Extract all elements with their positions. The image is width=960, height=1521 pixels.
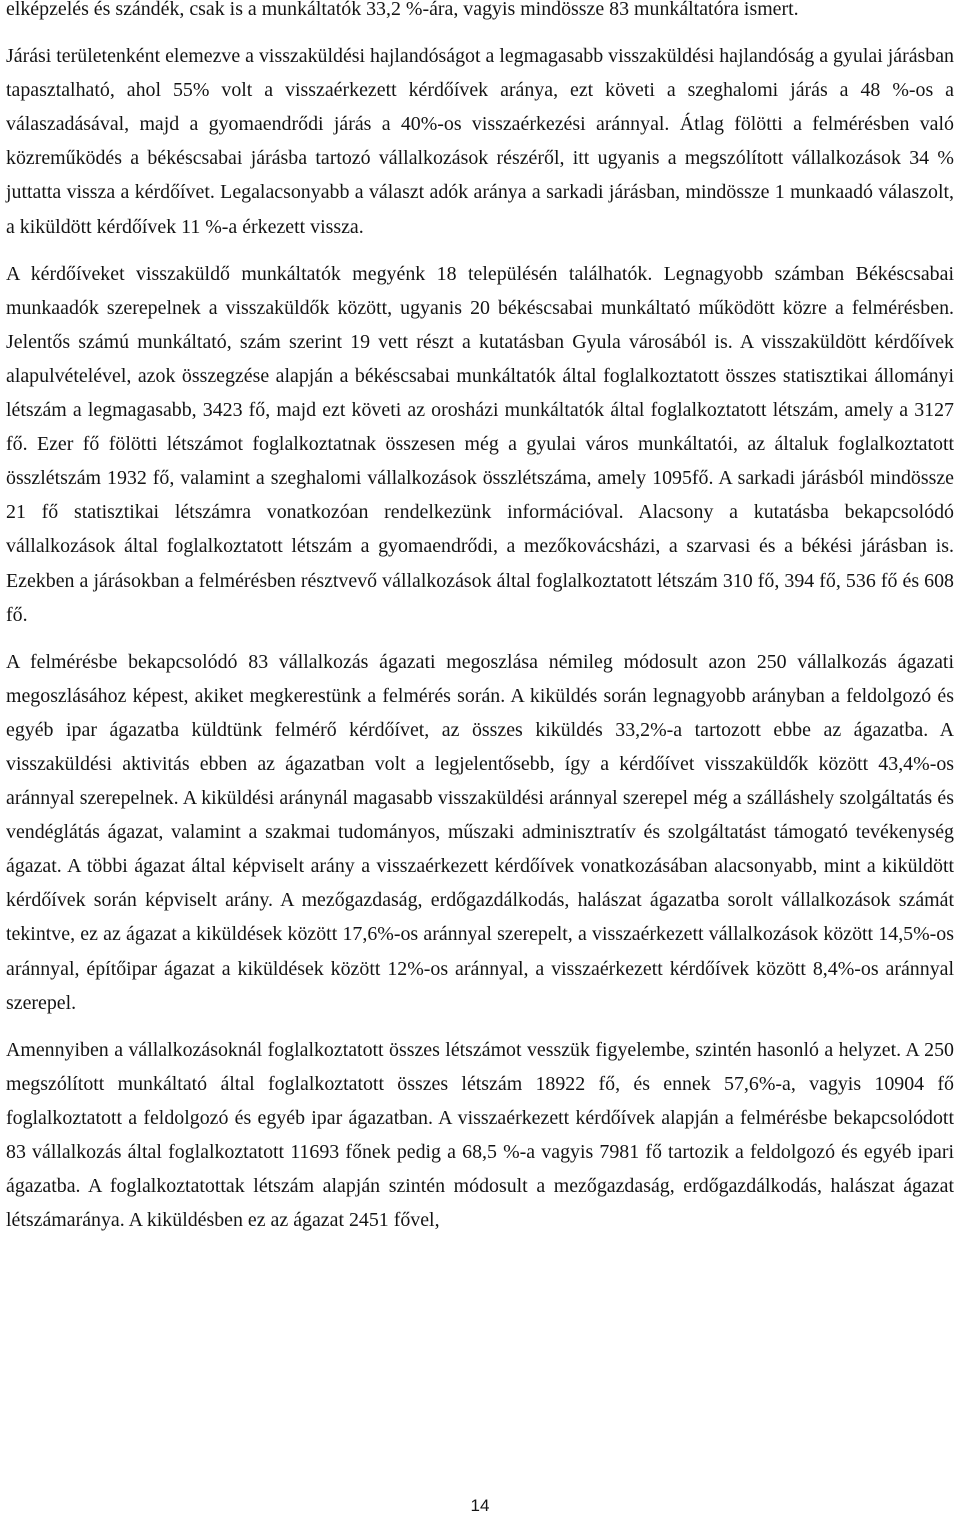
paragraph-total-employment: Amennyiben a vállalkozásoknál foglalkoztatott összes létszámot vesszük figyelembe, szintén hasonló a helyzet. A 250 megszólított munkáltató által foglalkoztatott összes létszám 18922 fő, és ennek 57,6%-a, vagyis 10904 fő foglalkoztatott a feldolgozó és egyéb ipar ágazatban. A visszaérkezett kérdőívek alapján a felmérésbe bekapcsolódott 83 vállalkozás által foglalkoztatott 11693 főnek pedig a 68,5 %-a vagyis 7981 fő tartozik a feldolgozó és egyéb ipari ágazatba. A foglalkoztatottak létszám alapján szintén módosult a mezőgazdaság, erdőgazdálkodás, halászat ágazat létszámaránya. A kiküldésben ez az ágazat 2451 fővel, (6, 1038, 954, 1232)
paragraph-gap (6, 26, 954, 39)
paragraph-gap (6, 1020, 954, 1033)
paragraph-district-response-rates: Járási területenként elemezve a visszaküldési hajlandóságot a legmagasabb visszaküldési hajlandóság a gyulai járásban tapasztalható, ahol 55% volt a visszaérkezett kérdőívek aránya, ezt követi a szeghalomi járás a 48 %-os a válaszadásával, majd a gyomaendrődi járás a 40%-os visszaérkezési aránnyal. Átlag fölötti a felmérésben való közreműködés a békéscsabai járásba tartozó vállalkozások részéről, itt ugyanis a megszólított vállalkozások 34 % juttatta vissza a kérdőívet. Legalacsonyabb a választ adók aránya a sarkadi járásban, mindössze 1 munkaadó válaszolt, a kiküldött kérdőívek 11 %-a érkezett vissza. (6, 45, 954, 238)
paragraph-gap (6, 632, 954, 645)
page-number: 14 (470, 1496, 490, 1515)
document-page (6, 0, 954, 1237)
paragraph-gap (6, 244, 954, 257)
paragraph-settlements-headcount: A kérdőíveket visszaküldő munkáltatók megyénk 18 településén találhatók. Legnagyobb számban Békéscsabai munkaadók szerepelnek a visszaküldők között, ugyanis 20 békéscsabai munkáltató működött közre a felmérésben. Jelentős számú munkáltató, szám szerint 19 vett részt a kutatásban Gyula városából is. A visszaküldött kérdőívek alapulvételével, azok összegzése alapján a békéscsabai munkáltatók által foglalkoztatott összes statisztikai állományi létszám a legmagasabb, 3423 fő, majd ezt követi az orosházi munkáltatók által foglalkoztatott létszám, amely a 3127 fő. Ezer fő fölötti létszámot foglalkoztatnak összesen még a gyulai város munkáltatói, az általuk foglalkoztatott összlétszám 1932 fő, valamint a szeghalomi vállalkozások összlétszáma, amely 1095fő. A sarkadi járásból mindössze 21 fő statisztikai létszámra vonatkozóan rendelkezünk információval. Alacsony a kutatásba bekapcsolódó vállalkozások által foglalkoztatott létszám a gyomaendrődi, a mezőkovácsházi, a szarvasi és a békési járásban is. Ezekben a járásokban a felmérésben résztvevő vállalkozások által foglalkoztatott létszám 310 fő, 394 fő, 536 fő és 608 fő. (6, 262, 954, 626)
paragraph-continuation: elképzelés és szándék, csak is a munkáltatók 33,2 %-ára, vagyis mindössze 83 munkáltatóra ismert. (6, 0, 799, 20)
paragraph-sector-distribution: A felmérésbe bekapcsolódó 83 vállalkozás ágazati megoszlása némileg módosult azon 250 vállalkozás ágazati megoszlásához képest, akiket megkerestünk a felmérés során. A kiküldés során legnagyobb arányban a feldolgozó és egyéb ipar ágazatba küldtünk felmérő kérdőívet, az összes kiküldés 33,2%-a tartozott ebbe az ágazatba. A visszaküldési aktivitás ebben az ágazatban volt a legjelentősebb, így a kérdőívet visszaküldők között 43,4%-os aránnyal szerepelnek. A kiküldési aránynál magasabb visszaküldési aránnyal szerepel még a szálláshely szolgáltatás és vendéglátás ágazat, valamint a szakmai tudományos, műszaki adminisztratív és szolgáltatást támogató tevékenység ágazat. A többi ágazat által képviselt arány a visszaérkezett kérdőívek vonatkozásában alacsonyabb, mint a kiküldött kérdőívek során képviselt arány. A mezőgazdaság, erdőgazdálkodás, halászat ágazatba sorolt vállalkozások számát tekintve, ez az ágazat a kiküldések között 17,6%-os aránnyal szerepelt, a visszaérkezett vállalkozások között 14,5%-os aránnyal, építőipar ágazat a kiküldések között 12%-os aránnyal, a visszaérkezett kérdőívek között 8,4%-os aránnyal szerepel. (6, 650, 954, 1014)
